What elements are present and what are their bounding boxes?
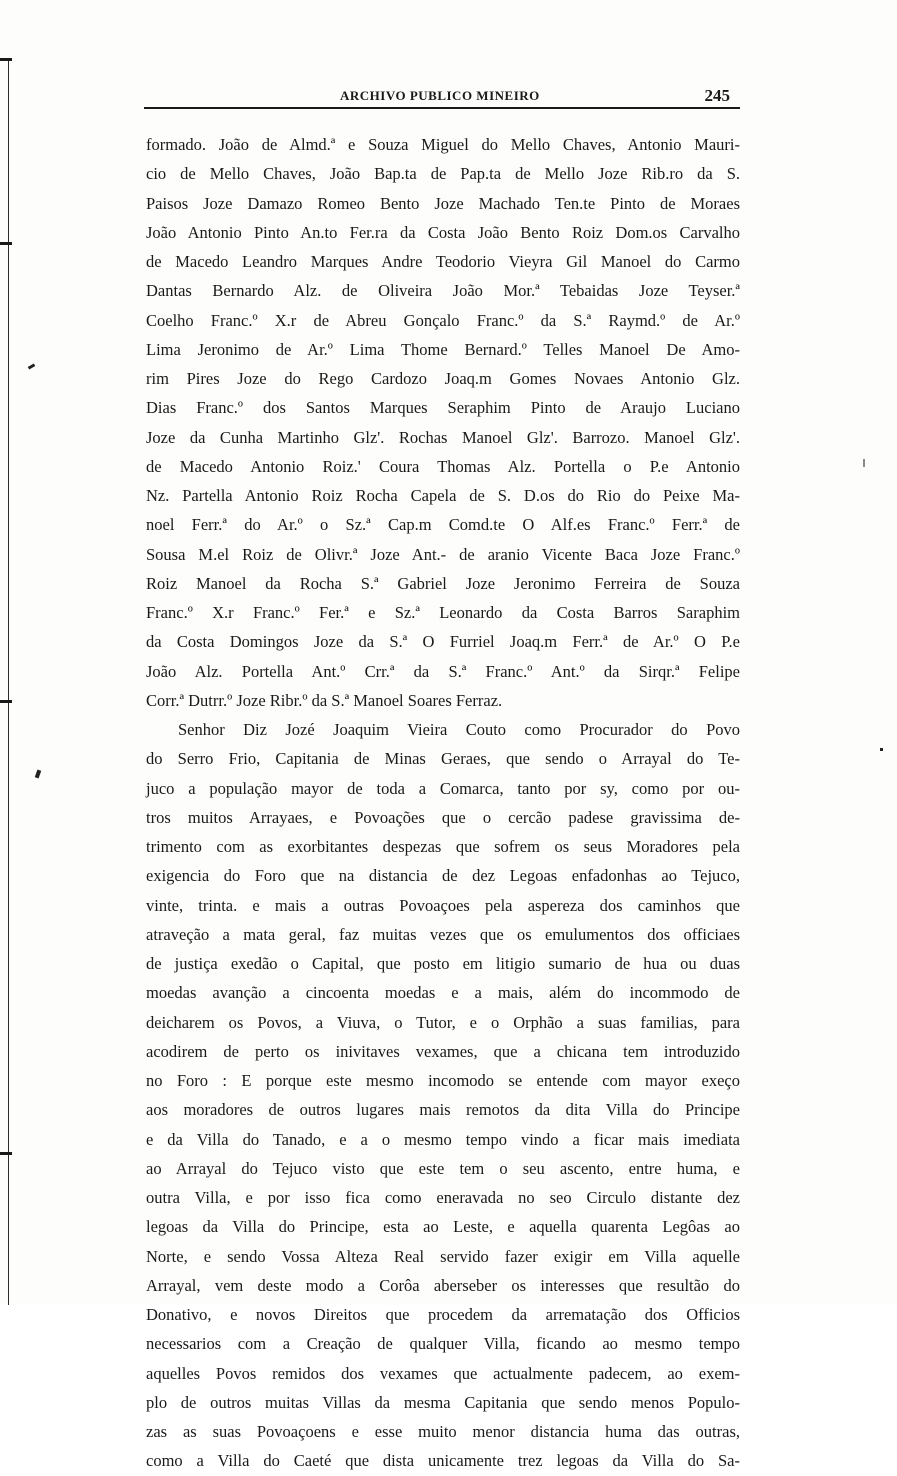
text-line: legoas da Villa do Principe, esta ao Leste, e aquella quarenta Legôas ao — [146, 1217, 740, 1237]
text-line: deicharem os Povos, a Viuva, o Tutor, e o Orphão a suas familias, para — [146, 1012, 740, 1032]
body-text — [146, 130, 740, 1476]
text-line: trimento com as exorbitantes despezas que sofrem os seus Moradores pela — [146, 837, 740, 856]
text-line: Coelho Franc.º X.r de Abreu Gonçalo Franc.º da S.ª Raymd.º de Ar.º — [146, 310, 740, 330]
text-line: e da Villa do Tanado, e a o mesmo tempo vindo a ficar mais imediata — [146, 1129, 740, 1149]
text-line: Joze da Cunha Martinho Glz'. Rochas Manoel Glz'. Barrozo. Manoel Glz'. — [146, 427, 740, 447]
edge-mark — [0, 700, 12, 703]
text-line: formado. João de Almd.ª e Souza Miguel do Mello Chaves, Antonio Mauri- — [146, 135, 740, 154]
paragraph-names-list — [146, 130, 740, 715]
paragraph-petition — [146, 715, 740, 1476]
edge-mark — [0, 242, 12, 245]
text-line: de Macedo Antonio Roiz.' Coura Thomas Alz. Portella o P.e Antonio — [146, 456, 740, 476]
text-line: Norte, e sendo Vossa Alteza Real servido fazer exigir em Villa aquelle — [146, 1246, 740, 1266]
text-line: Dias Franc.º dos Santos Marques Seraphim Pinto de Araujo Luciano — [146, 398, 740, 418]
text-line: aos moradores de outros lugares mais remotos da dita Villa do Principe — [146, 1100, 740, 1120]
text-line: da Costa Domingos Joze da S.ª O Furriel Joaq.m Ferr.ª de Ar.º O P.e — [146, 632, 740, 652]
text-line: de Macedo Leandro Marques Andre Teodorio Vieyra Gil Manoel do Carmo — [146, 252, 740, 271]
text-line: cio de Mello Chaves, João Bap.ta de Pap.ta de Mello Joze Rib.ro da S. — [146, 164, 740, 184]
page-number: 245 — [704, 86, 730, 105]
text-line: João Antonio Pinto An.to Fer.ra da Costa João Bento Roiz Dom.os Carvalho — [146, 222, 740, 242]
text-line: Arrayal, vem deste modo a Corôa aberseber os interesses que resultão do — [146, 1275, 740, 1295]
text-line: Dantas Bernardo Alz. de Oliveira João Mor.ª Tebaidas Joze Teyser.ª — [146, 281, 740, 301]
text-line: Franc.º X.r Franc.º Fer.ª e Sz.ª Leonardo da Costa Barros Saraphim — [146, 603, 740, 622]
text-line: João Alz. Portella Ant.º Crr.ª da S.ª Franc.º Ant.º da Sirqr.ª Felipe — [146, 661, 740, 681]
text-line: Paisos Joze Damazo Romeo Bento Joze Machado Ten.te Pinto de Moraes — [146, 193, 740, 213]
text-line: exigencia do Foro que na distancia de dez Legoas enfadonhas ao Tejuco, — [146, 866, 740, 886]
header-rule — [144, 107, 740, 109]
text-line: juco a população mayor de toda a Comarca, tanto por sy, como por ou- — [146, 778, 740, 798]
header-title: ARCHIVO PUBLICO MINEIRO — [340, 88, 540, 103]
page-edge-line — [8, 60, 9, 1305]
text-line: de justiça exedão o Capital, que posto em litigio sumario de hua ou duas — [146, 954, 740, 973]
text-line: no Foro : E porque este mesmo incomodo se entende com mayor exeço — [146, 1071, 740, 1090]
text-line: Senhor Diz Jozé Joaquim Vieira Couto como Procurador do Povo — [178, 720, 740, 739]
text-line: tros muitos Arrayaes, e Povoações que o cercão padese gravissima de- — [146, 807, 740, 827]
text-line: Roiz Manoel da Rocha S.ª Gabriel Joze Jeronimo Ferreira de Souza — [146, 573, 740, 593]
text-line: Sousa M.el Roiz de Olivr.ª Joze Ant.- de aranio Vicente Baca Joze Franc.º — [146, 544, 740, 564]
edge-mark — [0, 58, 12, 61]
ink-speck — [28, 363, 36, 369]
text-line: vinte, trinta. e mais a outras Povoaçoes pela aspereza dos caminhos que — [146, 895, 740, 915]
text-line: acodirem de perto os inivitaves vexames, que a chicana tem introduzido — [146, 1041, 740, 1061]
text-line: aquelles Povos remidos dos vexames que actualmente padecem, ao exem- — [146, 1363, 740, 1383]
text-line: Donativo, e novos Direitos que procedem da arrematação dos Officios — [146, 1305, 740, 1324]
text-line: como a Villa do Caeté que dista unicamente trez legoas da Villa do Sa- — [146, 1451, 740, 1471]
text-line: noel Ferr.ª do Ar.º o Sz.ª Cap.m Comd.te O Alf.es Franc.º Ferr.ª de — [146, 515, 740, 535]
ink-speck — [863, 459, 865, 467]
text-line: necessarios com a Creação de qualquer Villa, ficando ao mesmo tempo — [146, 1334, 740, 1354]
text-line: Corr.ª Dutrr.º Joze Ribr.º da S.ª Manoel Soares Ferraz. — [146, 690, 503, 710]
running-header — [144, 88, 740, 110]
text-line: do Serro Frio, Capitania de Minas Geraes, que sendo o Arrayal do Te- — [146, 749, 740, 769]
ink-speck — [35, 770, 41, 779]
text-line: plo de outros muitas Villas da mesma Capitania que sendo menos Populo- — [146, 1392, 740, 1412]
text-line: ao Arrayal do Tejuco visto que este tem o seu ascento, entre huma, e — [146, 1158, 740, 1178]
text-line: rim Pires Joze do Rego Cardozo Joaq.m Gomes Novaes Antonio Glz. — [146, 369, 740, 388]
edge-mark — [0, 1152, 12, 1155]
text-line: zas as suas Povoaçoens e esse muito menor distancia huma das outras, — [146, 1422, 740, 1441]
ink-speck — [880, 748, 883, 751]
text-line: Lima Jeronimo de Ar.º Lima Thome Bernard.º Telles Manoel De Amo- — [146, 339, 740, 359]
text-line: outra Villa, e por isso fica como eneravada no seo Circulo distante dez — [146, 1188, 740, 1207]
text-line: atraveção a mata geral, faz muitas vezes que os emulumentos dos officiaes — [146, 924, 740, 944]
text-line: moedas avanção a cincoenta moedas e a mais, além do incommodo de — [146, 983, 740, 1003]
text-line: Nz. Partella Antonio Roiz Rocha Capela de S. D.os do Rio do Peixe Ma- — [146, 486, 740, 505]
